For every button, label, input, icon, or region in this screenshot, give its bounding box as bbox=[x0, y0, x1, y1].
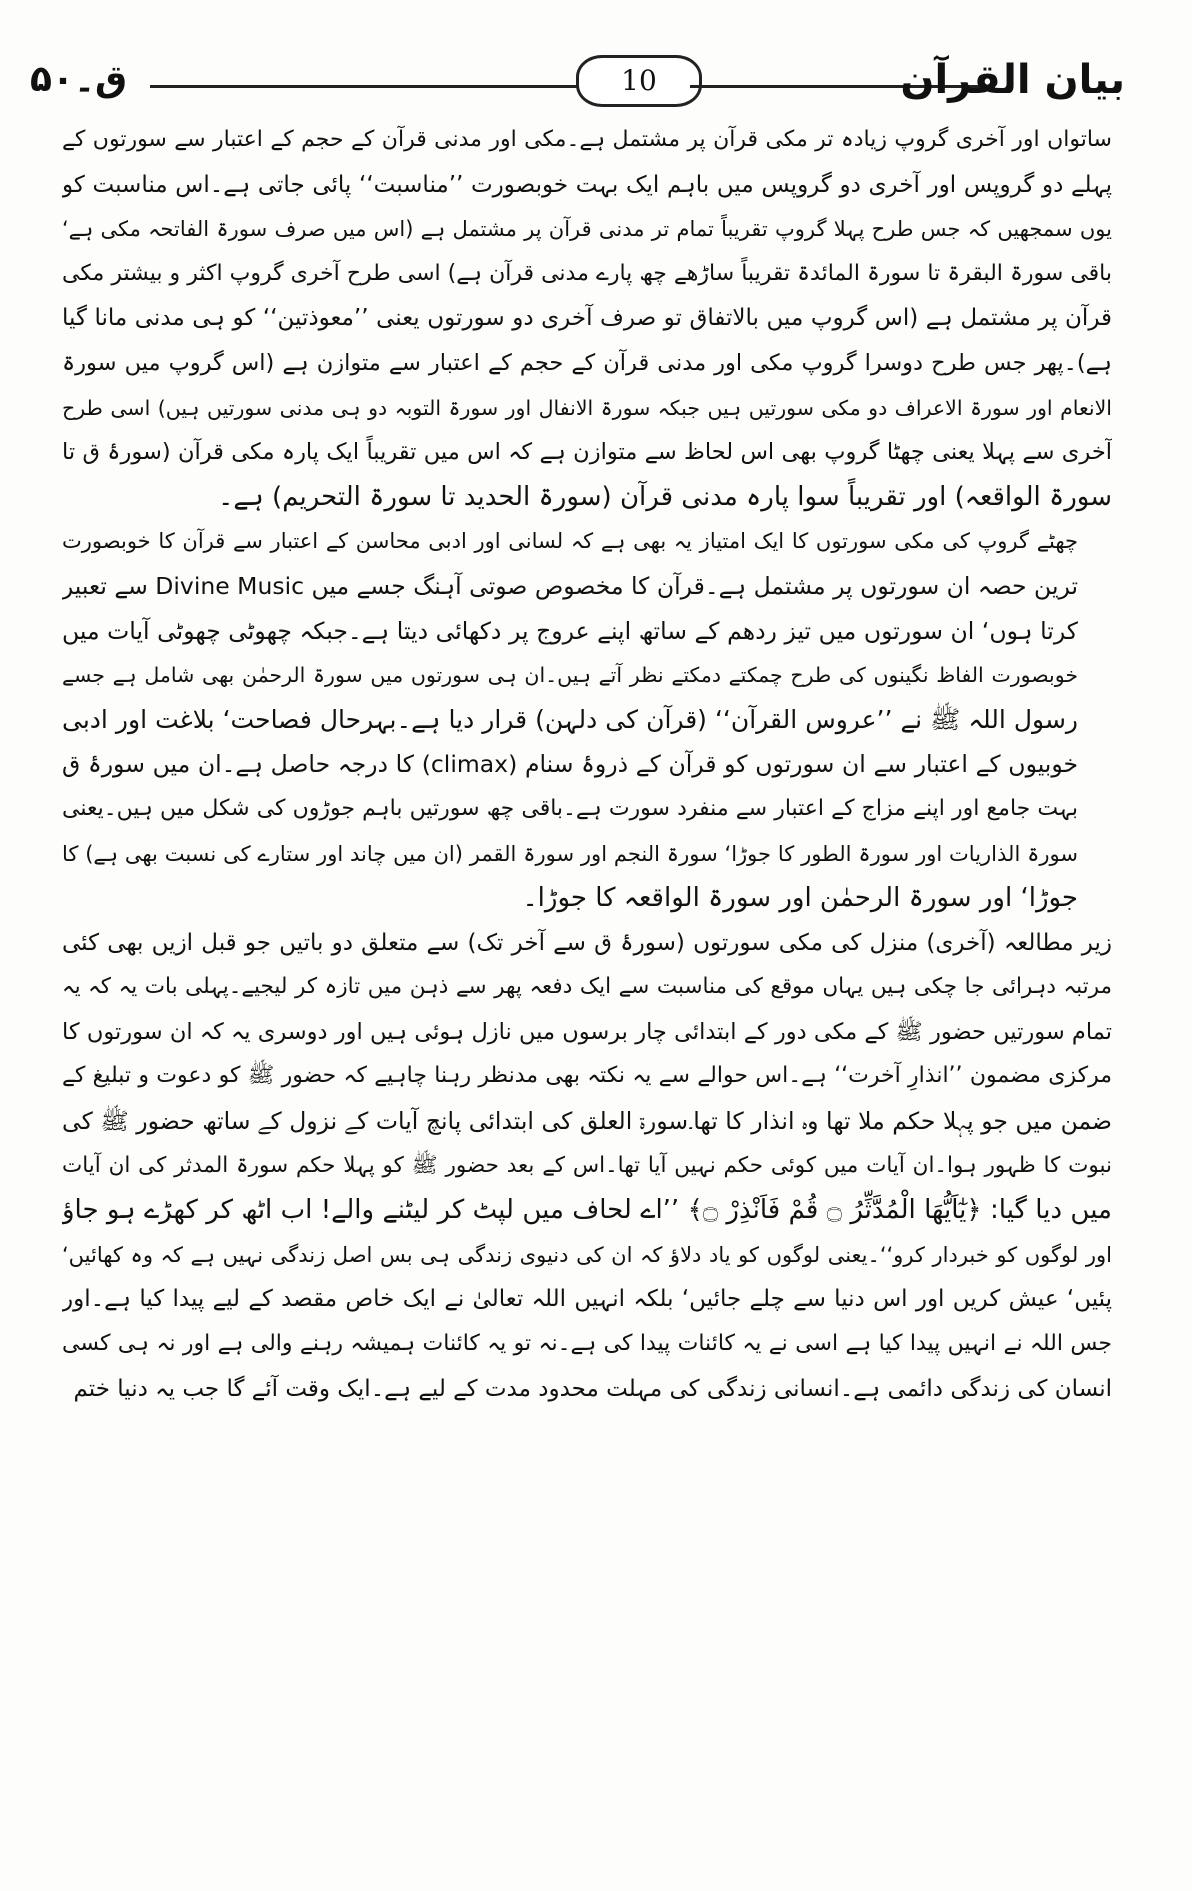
paragraph bbox=[62, 118, 1112, 519]
header-rule-left bbox=[150, 85, 590, 88]
chapter-code: ق۔۵۰ bbox=[30, 59, 128, 100]
text-line: پہلے دو گروپس اور آخری دو گروپس میں باہم ایک بہت خوبصورت ’’مناسبت‘‘ پائی جاتی ہے۔اس مناسبت کو bbox=[62, 171, 1112, 198]
text-line: جوڑا‘ اور سورۃ الرحمٰن اور سورۃ الواقعہ کا جوڑا۔ bbox=[522, 883, 1078, 914]
text-line: جس اللہ نے انہیں پیدا کیا ہے اسی نے یہ کائنات پیدا کی ہے۔نہ تو یہ کائنات ہمیشہ رہنے والی ہے اور نہ ہی کسی bbox=[62, 1331, 1112, 1357]
paragraph bbox=[62, 921, 1112, 1412]
page-number: 10 bbox=[576, 55, 702, 107]
text-line: خوبصورت الفاظ نگینوں کی طرح چمکتے دمکتے نظر آتے ہیں۔ان ہی سورتوں میں سورۃ الرحمٰن بھی شامل ہے جسے bbox=[62, 663, 1078, 688]
text-line: یوں سمجھیں کہ جس طرح پہلا گروپ تقریباً تمام تر مدنی قرآن پر مشتمل ہے (اس میں صرف سورۃ الفاتحہ مکی ہے‘ bbox=[62, 217, 1112, 242]
body-text bbox=[62, 118, 1112, 1411]
text-line: سورۃ الذاریات اور سورۃ الطور کا جوڑا‘ سورۃ النجم اور سورۃ القمر (ان میں چاند اور ستارے کی نسبت بھی ہے) کا bbox=[62, 841, 1078, 866]
text-line: زیر مطالعہ (آخری) منزل کی مکی سورتوں (سورۂ ق سے آخر تک) سے متعلق دو باتیں جو قبل ازیں بھی کئی bbox=[62, 929, 1112, 956]
page-header bbox=[30, 55, 1125, 105]
text-line: میں دیا گیا: ﴿یٰٓاَیُّھَا الْمُدَّثِّرُ ۝ قُمْ فَاَنْذِرْ ۝﴾ ’’اے لحاف میں لپٹ کر لیٹنے والے! اب اٹھ کر کھڑے ہو جاؤ bbox=[62, 1195, 1112, 1226]
text-line: تمام سورتیں حضور ﷺ کے مکی دور کے ابتدائی چار برسوں میں نازل ہوئی ہیں اور دوسری یہ کہ ان سورتوں کا bbox=[62, 1018, 1112, 1045]
text-line: قرآن پر مشتمل ہے (اس گروپ میں بالاتفاق تو صرف آخری دو سورتوں یعنی ’’معوذتین‘‘ کو ہی مدنی مانا گیا bbox=[62, 305, 1112, 332]
text-line: مرتبہ دہرائی جا چکی ہیں یہاں موقع کی مناسبت سے ایک دفعہ پھر سے ذہن میں تازہ کر لیجیے۔پہلی بات یہ کہ یہ bbox=[62, 974, 1112, 1000]
text-line: پئیں‘ عیش کریں اور اس دنیا سے چلے جائیں‘ بلکہ انہیں اللہ تعالیٰ نے ایک خاص مقصد کے لیے پیدا کیا ہے۔اور bbox=[62, 1286, 1112, 1313]
text-line: ہے)۔پھر جس طرح دوسرا گروپ مکی اور مدنی قرآن کے حجم کے اعتبار سے متوازن ہے (اس گروپ میں سورۃ bbox=[62, 349, 1112, 376]
text-line: خوبیوں کے اعتبار سے ان سورتوں کو قرآن کے ذروۂ سنام (climax) کا درجہ حاصل ہے۔ان میں سورۂ ق bbox=[62, 750, 1079, 779]
text-line: رسول اللہ ﷺ نے ’’عروس القرآن‘‘ (قرآن کی دلہن) قرار دیا ہے۔بہرحال فصاحت‘ بلاغت اور ادبی bbox=[62, 704, 1078, 734]
paragraph bbox=[62, 519, 1112, 920]
text-line: چھٹے گروپ کی مکی سورتوں کا ایک امتیاز یہ بھی ہے کہ لسانی اور ادبی محاسن کے اعتبار سے قرآن کا خوبصورت bbox=[62, 529, 1078, 554]
text-line: بہت جامع اور اپنے مزاج کے اعتبار سے منفرد سورت ہے۔باقی چھ سورتیں باہم جوڑوں کی شکل میں ہیں۔یعنی bbox=[62, 795, 1078, 821]
text-line: آخری سے پہلا یعنی چھٹا گروپ بھی اس لحاظ سے متوازن ہے کہ اس میں تقریباً ایک پارہ مکی قرآن (سورۂ ق تا bbox=[62, 439, 1112, 466]
text-line: اور لوگوں کو خبردار کرو‘‘۔یعنی لوگوں کو یاد دلاؤ کہ ان کی دنیوی زندگی ہی بس اصل زندگی نہیں ہے کہ وہ کھائیں‘ bbox=[62, 1242, 1112, 1267]
text-line: کرتا ہوں‘ ان سورتوں میں تیز ردھم کے ساتھ اپنے عروج پر دکھائی دیتا ہے۔جبکہ چھوٹی چھوٹی آیات میں bbox=[62, 616, 1078, 645]
book-title: بیان القرآن bbox=[900, 57, 1125, 103]
text-line: ترین حصہ ان سورتوں پر مشتمل ہے۔قرآن کا مخصوص صوتی آہنگ جسے میں Divine Music سے تعبیر bbox=[62, 571, 1078, 600]
text-line: ضمن میں جو پہلا حکم ملا تھا وہ انذار کا تھا۔سورۃ العلق کی ابتدائی پانچ آیات کے نزول کے ساتھ حضور ﷺ کی bbox=[62, 1107, 1112, 1136]
text-line: الانعام اور سورۃ الاعراف دو مکی سورتیں ہیں جبکہ سورۃ الانفال اور سورۃ التوبہ دو ہی مدنی سورتیں ہیں) اسی طرح bbox=[62, 395, 1112, 420]
text-line: مرکزی مضمون ’’انذارِ آخرت‘‘ ہے۔اس حوالے سے یہ نکتہ بھی مدنظر رہنا چاہیے کہ حضور ﷺ کو دعوت و تبلیغ کے bbox=[62, 1063, 1112, 1089]
text-line: نبوت کا ظہور ہوا۔ان آیات میں کوئی حکم نہیں آیا تھا۔اس کے بعد حضور ﷺ کو پہلا حکم سورۃ المدثر کی ان آیات bbox=[62, 1152, 1112, 1178]
text-line: انسان کی زندگی دائمی ہے۔انسانی زندگی کی مہلت محدود مدت کے لیے ہے۔ایک وقت آئے گا جب یہ دنیا ختم bbox=[73, 1375, 1112, 1402]
text-line: ساتواں اور آخری گروپ زیادہ تر مکی قرآن پر مشتمل ہے۔مکی اور مدنی قرآن کے حجم کے اعتبار سے سورتوں کے bbox=[62, 127, 1112, 152]
text-line: باقی سورۃ البقرۃ تا سورۃ المائدۃ تقریباً ساڑھے چھ پارے مدنی قرآن ہے) اسی طرح آخری گروپ اکثر و بیشتر مکی bbox=[62, 260, 1112, 286]
text-line: سورۃ الواقعہ) اور تقریباً سوا پارہ مدنی قرآن (سورۃ الحدید تا سورۃ التحریم) ہے۔ bbox=[218, 481, 1112, 512]
